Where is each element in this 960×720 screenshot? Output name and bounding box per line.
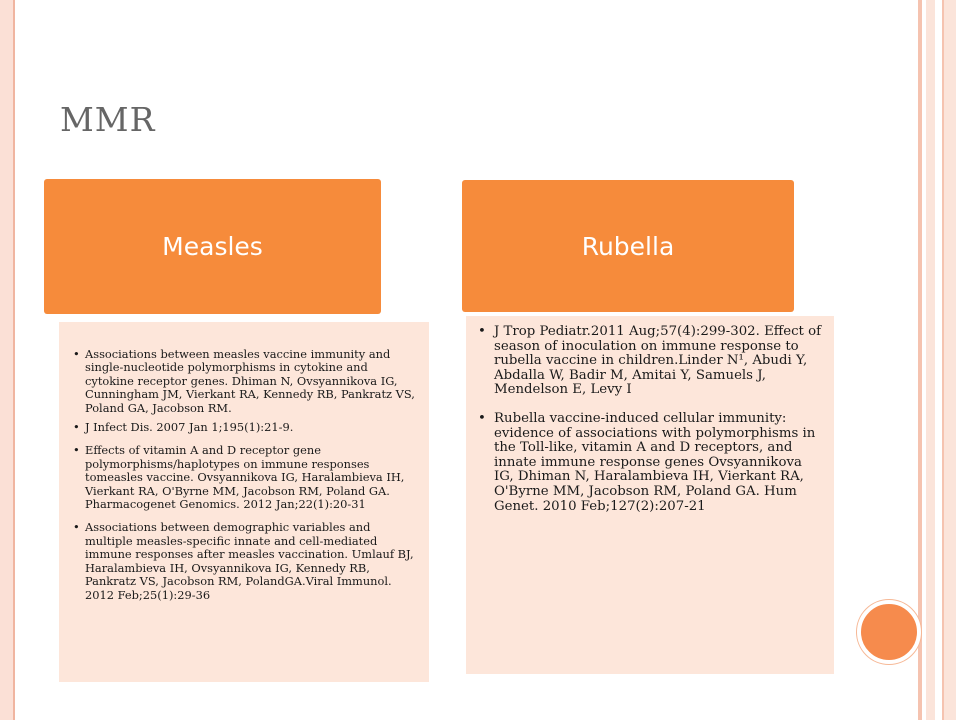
rubella-header-label: Rubella [581,231,675,261]
reference-text: J Trop Pediatr.2011 Aug;57(4):299-302. Effect of season of inoculation on immune response to rubella vaccine in children.Linder N¹, Abudi Y, Abdalla W, Badir M, Amitai Y, Samuels J, Mendelson E, Levy I [494,324,822,398]
reference-text: Associations between demographic variables and multiple measles-specific innate and cell-mediated immune responses after measles vaccination. Umlauf BJ, Haralambieva IH, Ovsyannikova IG, Kennedy RB, Pankratz VS, Jacobson RM, PolandGA.Viral Immunol. 2012 Feb;25(1):29-36 [85,520,414,602]
reference-text: J Infect Dis. 2007 Jan 1;195(1):21-9. [85,420,294,435]
bullet: • [73,443,80,458]
reference-text: Rubella vaccine-induced cellular immunity: evidence of associations with polymorphisms in the Toll-like, vitamin A and D receptors, and innate immune response genes Ovsyannikova IG, Dhiman N, Haralambieva IH, Vierkant RA, O'Byrne MM, Jacobson RM, Poland GA. Hum Genet. 2010 Feb;127(2):207-21 [494,410,816,514]
measles-header-label: Measles [162,232,263,261]
bullet: • [73,420,80,435]
reference-text: Effects of vitamin A and D receptor gene polymorphisms/haplotypes on immune responses tomeasles vaccine. Ovsyannikova IG, Haralambieva IH, Vierkant RA, O'Byrne MM, Jacobson RM, Poland GA. Pharmacogenet Genomics. 2012 Jan;22(1):20-31 [85,443,405,512]
reference-text: Associations between measles vaccine immunity and single-nucleotide polymorphisms in cytokine and cytokine receptor genes. Dhiman N, Ovsyannikova IG, Cunningham JM, Vierkant RA, Kennedy RB, Pankratz VS, Poland GA, Jacobson RM. [85,347,415,415]
measles-references-panel [59,322,429,682]
slide-title: MMR [60,100,156,139]
bullet: • [73,347,80,361]
left-frame-border [0,0,15,720]
list-item [73,421,419,434]
bullet: • [478,410,486,426]
measles-header [44,179,381,314]
bullet: • [73,520,80,535]
decorative-circle [857,600,921,664]
right-frame-stripes [918,0,960,720]
measles-reference-list [73,348,419,602]
list-item [478,325,824,398]
bullet: • [478,324,486,339]
frame-stripe [918,0,922,720]
list-item [73,348,419,415]
list-item [73,521,419,601]
rubella-references-panel [466,316,834,674]
rubella-header [462,180,794,312]
frame-stripe [926,0,935,720]
frame-stripe [942,0,956,720]
list-item [478,412,824,514]
rubella-reference-list [478,325,824,514]
list-item [73,444,419,511]
